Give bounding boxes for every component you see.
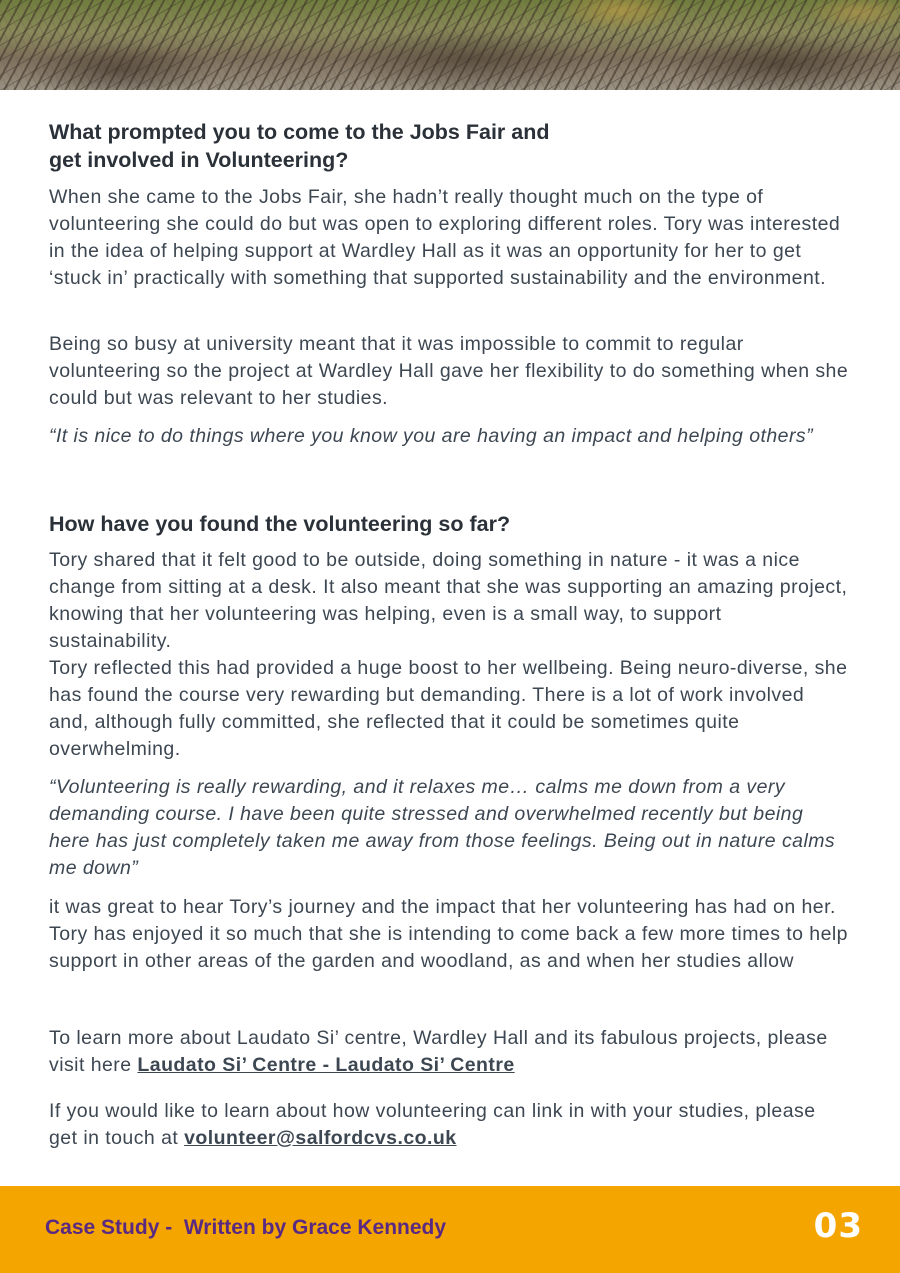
page-number: 03 — [813, 1206, 863, 1246]
laudato-si-centre-link[interactable]: Laudato Si’ Centre - Laudato Si’ Centre — [137, 1054, 515, 1076]
learn-more-text: To learn more about Laudato Si’ centre, Wardley Hall and its fabulous projects, please visit here — [49, 1027, 828, 1076]
footer-bar — [0, 1186, 900, 1273]
section-heading-volunteering-so-far: How have you found the volunteering so far? — [49, 512, 511, 536]
quote-impact: “It is nice to do things where you know you are having an impact and helping others” — [49, 425, 814, 447]
contact-text: If you would like to learn about how volunteering can link in with your studies, please get in touch at — [49, 1100, 816, 1149]
header-photo-banner — [0, 0, 900, 90]
paragraph-outside-nature: Tory shared that it felt good to be outside, doing something in nature - it was a nice change from sitting at a desk. It also meant that she was supporting an amazing project, knowing that her volunteering was helping, even is a small way, to support sustainability. — [49, 549, 848, 652]
paragraph-journey: it was great to hear Tory’s journey and the impact that her volunteering has had on her. Tory has enjoyed it so much that she is intending to come back a few more times to help support in other areas of the garden and woodland, as and when her studies allow — [49, 896, 848, 972]
paragraph-busy-university: Being so busy at university meant that it was impossible to commit to regular volunteering so the project at Wardley Hall gave her flexibility to do something when she could but was relevant to her studies. — [49, 333, 849, 409]
section-heading-jobs-fair: What prompted you to come to the Jobs Fair and get involved in Volunteering? — [49, 120, 550, 172]
volunteer-email-link[interactable]: volunteer@salfordcvs.co.uk — [184, 1127, 457, 1149]
paragraph-wellbeing: Tory reflected this had provided a huge boost to her wellbeing. Being neuro-diverse, she has found the course very rewarding but demanding. There is a lot of work involved and, although fully committed, she reflected that it could be sometimes quite overwhelming. — [49, 657, 848, 760]
quote-rewarding: “Volunteering is really rewarding, and it relaxes me… calms me down from a very demanding course. I have been quite stressed and overwhelmed recently but being here has just completely taken me away from those feelings. Being out in nature calms me down” — [49, 776, 836, 879]
paragraph-jobs-fair: When she came to the Jobs Fair, she hadn’t really thought much on the type of volunteering she could do but was open to exploring different roles. Tory was interested in the idea of helping support at Wardley Hall as it was an opportunity for her to get ‘stuck in’ practically with something that supported sustainability and the environment. — [49, 186, 841, 289]
learn-more-paragraph — [49, 1025, 849, 1079]
contact-paragraph — [49, 1098, 849, 1152]
footer-credit: Case Study - Written by Grace Kennedy — [45, 1216, 447, 1239]
